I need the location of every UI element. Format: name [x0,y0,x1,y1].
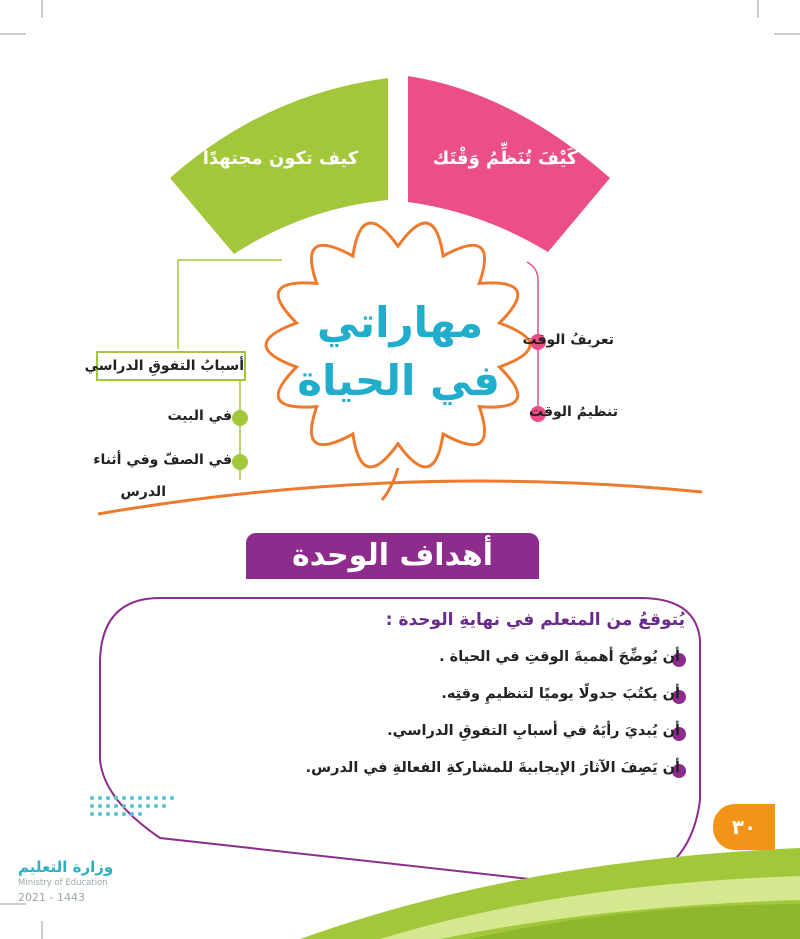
objective-4: أن يَصِفَ الآثارَ الإيجابيةَ للمشاركةِ الفعالةِ في الدرس. [305,760,680,776]
green-item-class: في الصفّ وفي أثناء [93,452,232,468]
green-item-lesson: الدرس [120,484,166,500]
ministry-logo-dots [90,796,174,816]
ministry-name-ar: وزارة التعليم [18,858,114,876]
ministry-name-en: Ministry of Education [18,878,108,888]
branch-title-diligent: كيف تكون مجتهدًا [202,148,359,169]
ground-curve [98,481,702,514]
goals-frame [100,598,700,888]
objective-2: أن يكتُبَ جدولًا يوميًا لتنظيمِ وقتِه. [441,686,680,702]
center-title-line2: في الحياة [297,356,500,405]
green-box-label: أسبابُ التفوقِ الدراسي [96,351,246,381]
green-item-home: في البيت [167,408,232,424]
ministry-year: 2021 - 1443 [18,891,85,904]
page-number: ٣٠ [713,804,775,850]
goals-banner: أهداف الوحدة [246,533,539,579]
center-title [297,294,500,410]
branch-title-time: كَيْفَ تُنَظِّمُ وَقْتَك [432,148,578,169]
objective-3: أن يُبديَ رأيَهُ في أسبابِ التفوقِ الدراسي. [387,723,680,739]
objective-1: أن يُوضِّحَ أهميةَ الوقتِ في الحياة . [439,649,680,665]
pink-item-definition: تعريفُ الوقت [522,332,614,348]
goals-intro: يُتوقعُ من المتعلم في نهايةِ الوحدة : [385,610,685,630]
center-title-line1: مهاراتي [316,298,484,347]
green-dot [232,410,248,426]
green-dot [232,454,248,470]
pink-item-organizing: تنظيمُ الوقت [529,404,618,420]
